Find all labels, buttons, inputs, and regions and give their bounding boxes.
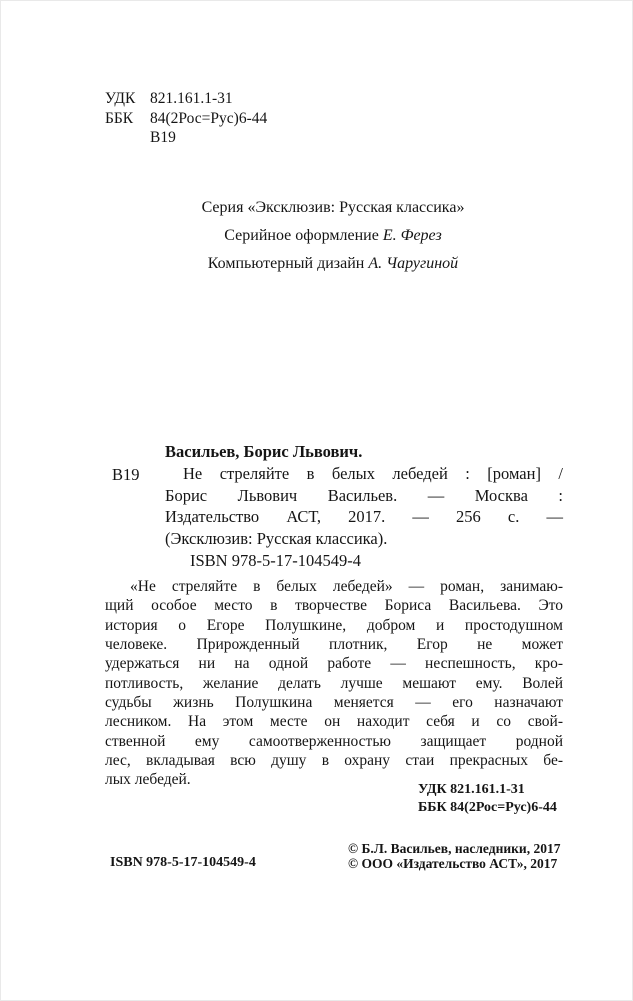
text-line: лых лебедей.	[105, 771, 191, 789]
top-classification-block	[105, 89, 267, 148]
bbk-row	[105, 109, 267, 129]
annotation-paragraph	[105, 577, 563, 790]
text-line: ственной ему самоотверженностью защищает родной	[105, 732, 563, 750]
catalog-card-author: Васильев, Борис Львович.	[165, 442, 363, 461]
copyright-publisher: © ООО «Издательство АСТ», 2017	[348, 856, 558, 871]
series-design-line	[103, 222, 563, 250]
text-line: удержаться ни на одной работе — неспешность, кро-	[105, 655, 563, 673]
text-line: лесником. На этом месте он находит себя и со свой-	[105, 713, 563, 731]
udk-row	[105, 89, 267, 109]
catalog-card-description	[165, 463, 563, 550]
author-code-row	[105, 128, 267, 148]
text-line: «Не стреляйте в белых лебедей» — роман, занимаю-	[130, 578, 563, 595]
text-line: Не стреляйте в белых лебедей : [роман] /	[183, 463, 563, 483]
text-line: судьбы жизнь Полушкина меняется — его назначают	[105, 694, 563, 712]
computer-design-label: Компьютерный дизайн	[207, 255, 369, 272]
bottom-classification-block	[418, 781, 557, 816]
text-line: лес, вкладывая всю душу в охрану стаи прекрасных бе-	[105, 752, 563, 770]
author-code: В19	[150, 129, 176, 146]
bottom-udk: УДК 821.161.1-31	[418, 782, 525, 797]
catalog-card	[112, 441, 563, 572]
series-designer-name: Е. Ферез	[382, 227, 442, 244]
text-line: история о Егоре Полушкине, добром и простодушном	[105, 616, 563, 634]
computer-designer-name: А. Чаругиной	[368, 255, 459, 272]
catalog-card-isbn: ISBN 978-5-17-104549-4	[190, 550, 361, 570]
bbk-label: ББК	[105, 109, 134, 127]
series-design-label: Серийное оформление	[224, 227, 383, 244]
udk-value: 821.161.1-31	[150, 90, 233, 107]
series-title: Серия «Эксклюзив: Русская классика»	[201, 199, 465, 216]
copyright-block	[348, 841, 560, 871]
text-line: Борис Львович Васильев. — Москва :	[165, 485, 563, 505]
text-line: человеке. Прирожденный плотник, Егор не может	[105, 636, 563, 654]
text-line: потливость, желание делать лучше мешают ему. Волей	[105, 674, 563, 692]
footer-isbn: ISBN 978-5-17-104549-4	[110, 855, 256, 870]
catalog-card-code: В19	[112, 465, 140, 484]
text-line: щий особое место в творчестве Бориса Васильева. Это	[105, 597, 563, 615]
series-block	[103, 194, 563, 278]
bbk-value: 84(2Рос=Рус)6-44	[150, 109, 268, 127]
bottom-bbk: ББК 84(2Рос=Рус)6-44	[418, 799, 557, 815]
text-line: (Эксклюзив: Русская классика).	[165, 529, 388, 549]
copyright-author: © Б.Л. Васильев, наследники, 2017	[348, 841, 561, 856]
udk-label: УДК	[105, 90, 136, 107]
text-line: Издательство АСТ, 2017. — 256 с. —	[165, 507, 563, 527]
computer-design-line	[103, 250, 563, 278]
